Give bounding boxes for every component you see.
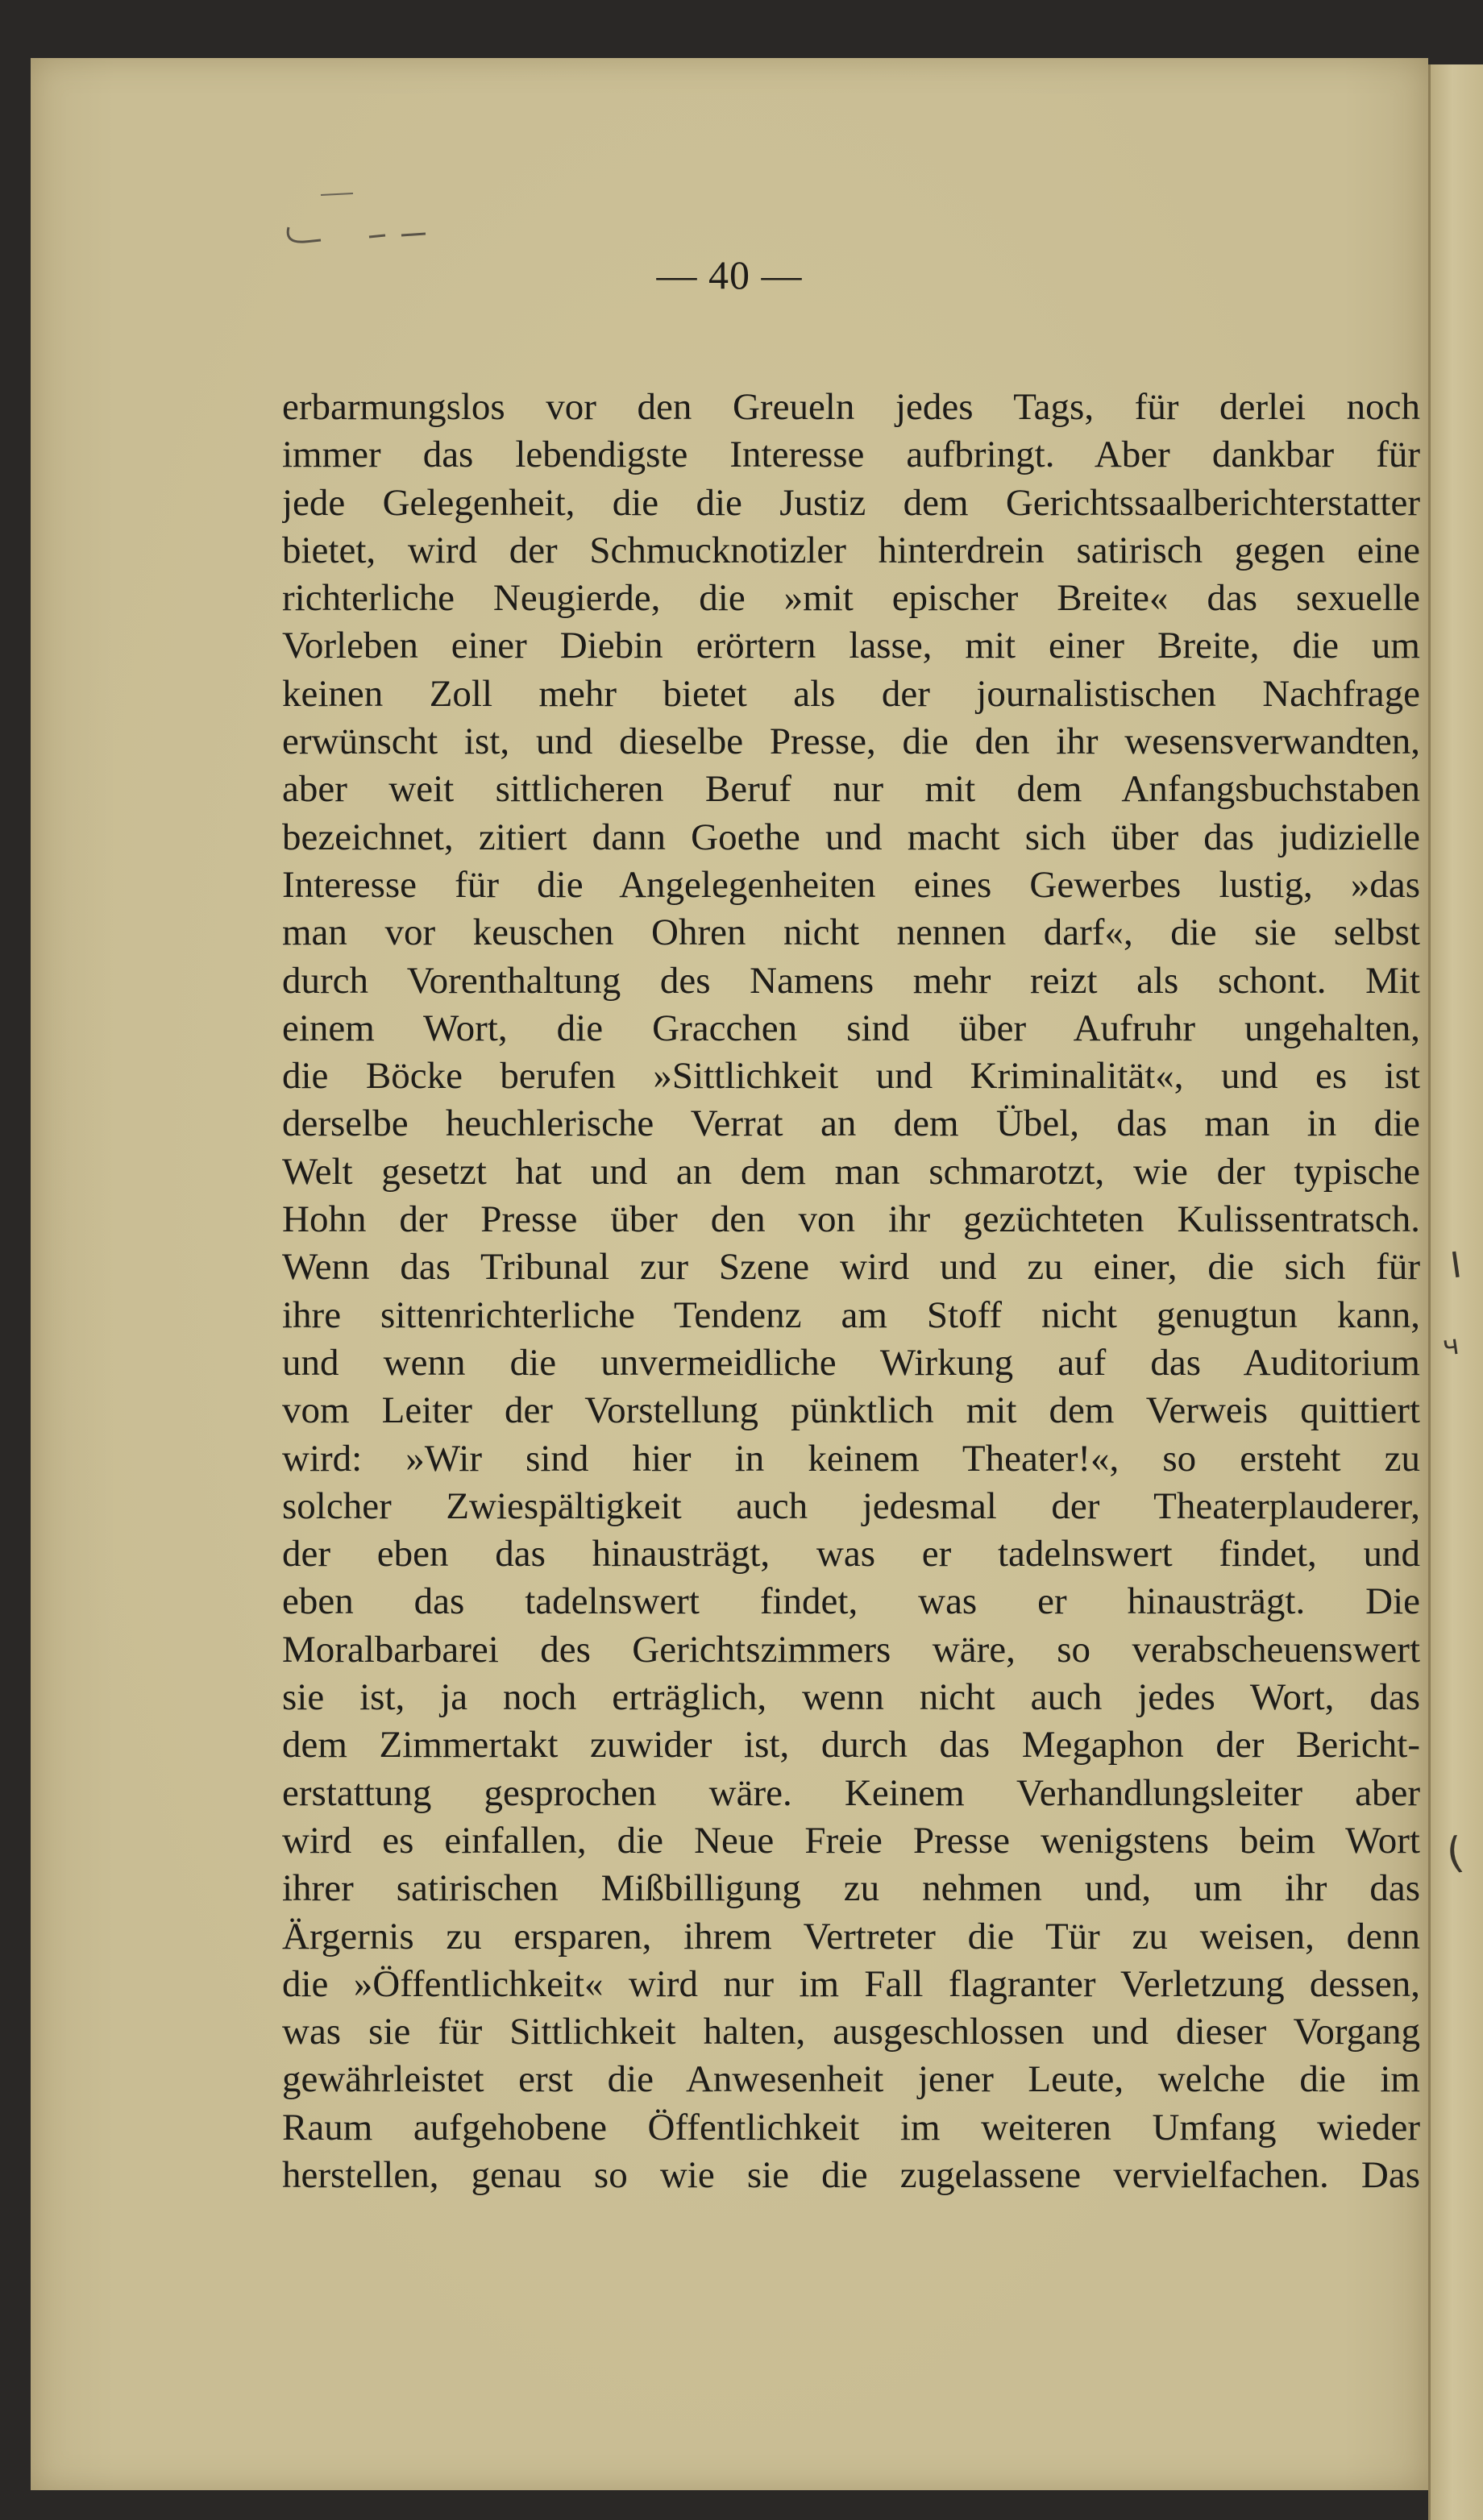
text-line: Interesse für die Angelegenheiten eines Gewerbes lustig, »das — [282, 863, 1420, 906]
page-number: — 40 — — [656, 252, 803, 297]
text-line: keinen Zoll mehr bietet als der journalistischen Nachfrage — [282, 672, 1420, 715]
text-line: solcher Zwiespältigkeit auch jedesmal der Theaterplauderer, — [282, 1484, 1420, 1527]
text-line: die Böcke berufen »Sittlichkeit und Kriminalität«, und es ist — [282, 1055, 1420, 1098]
text-line: Vorleben einer Diebin erörtern lasse, mit einer Breite, die um — [282, 625, 1420, 667]
text-line: immer das lebendigste Interesse aufbringt. Aber dankbar für — [282, 434, 1420, 476]
text-line: aber weit sittlicheren Beruf nur mit dem Anfangsbuchstaben — [282, 768, 1420, 811]
text-line: wird: »Wir sind hier in keinem Theater!«, so ersteht zu — [282, 1437, 1420, 1480]
margin-handwriting: ( — [1443, 1828, 1467, 1879]
pencil-scribble-mark — [272, 179, 482, 251]
body-text — [282, 384, 1420, 2199]
text-line: dem Zimmertakt zuwider ist, durch das Megaphon der Bericht- — [282, 1724, 1420, 1766]
text-line: und wenn die unvermeidliche Wirkung auf das Auditorium — [282, 1341, 1420, 1384]
text-line: sie ist, ja noch erträglich, wenn nicht auch jedes Wort, das — [282, 1676, 1420, 1719]
text-line: ihre sittenrichterliche Tendenz am Stoff nicht genugtun kann, — [282, 1293, 1420, 1336]
text-line: wird es einfallen, die Neue Freie Presse wenigstens beim Wort — [282, 1819, 1420, 1862]
text-line: bezeichnet, zitiert dann Goethe und macht sich über das judizielle — [282, 816, 1420, 858]
text-line: erwünscht ist, und dieselbe Presse, die den ihr wesensverwandten, — [282, 720, 1420, 763]
text-line: was sie für Sittlichkeit halten, ausgeschlossen und dieser Vorgang — [282, 2011, 1420, 2053]
text-line: der eben das hinausträgt, was er tadelnswert findet, und — [282, 1533, 1420, 1576]
margin-handwriting: I — [1448, 1244, 1464, 1287]
text-line: erstattung gesprochen wäre. Keinem Verhandlungsleiter aber — [282, 1771, 1420, 1814]
text-line: Moralbarbarei des Gerichtszimmers wäre, so verabscheuenswert — [282, 1628, 1420, 1671]
text-line: vom Leiter der Vorstellung pünktlich mit dem Verweis quittiert — [282, 1389, 1420, 1432]
text-line: Ärgernis zu ersparen, ihrem Vertreter die Tür zu weisen, denn — [282, 1915, 1420, 1957]
text-line: durch Vorenthaltung des Namens mehr reizt als schont. Mit — [282, 959, 1420, 1002]
text-line: ihrer satirischen Mißbilligung zu nehmen und, um ihr das — [282, 1867, 1420, 1910]
text-line: jede Gelegenheit, die die Justiz dem Gerichtssaalberichterstatter — [282, 481, 1420, 524]
margin-handwriting: ч — [1440, 1328, 1461, 1364]
text-line: Hohn der Presse über den von ihr gezüchteten Kulissentratsch. — [282, 1198, 1420, 1241]
text-line: erbarmungslos vor den Greueln jedes Tags, für derlei noch — [282, 386, 1420, 428]
adjacent-page-edge — [1428, 64, 1483, 2520]
text-line: richterliche Neugierde, die »mit epischer Breite« das sexuelle — [282, 577, 1420, 620]
text-line: gewährleistet erst die Anwesenheit jener Leute, welche die im — [282, 2058, 1420, 2101]
text-line: man vor keuschen Ohren nicht nennen darf«, die sie selbst — [282, 911, 1420, 954]
book-page — [31, 58, 1428, 2490]
text-line: eben das tadelnswert findet, was er hinausträgt. Die — [282, 1580, 1420, 1623]
text-line: Wenn das Tribunal zur Szene wird und zu einer, die sich für — [282, 1246, 1420, 1289]
text-line: Welt gesetzt hat und an dem man schmarotzt, wie der typische — [282, 1150, 1420, 1193]
text-line: einem Wort, die Gracchen sind über Aufruhr ungehalten, — [282, 1007, 1420, 1049]
text-line: bietet, wird der Schmucknotizler hinterdrein satirisch gegen eine — [282, 529, 1420, 571]
text-line: derselbe heuchlerische Verrat an dem Übel, das man in die — [282, 1102, 1420, 1145]
text-line: die »Öffentlichkeit« wird nur im Fall flagranter Verletzung dessen, — [282, 1962, 1420, 2005]
text-line: herstellen, genau so wie sie die zugelassene vervielfachen. Das — [282, 2153, 1420, 2196]
text-line: Raum aufgehobene Öffentlichkeit im weiteren Umfang wieder — [282, 2106, 1420, 2148]
